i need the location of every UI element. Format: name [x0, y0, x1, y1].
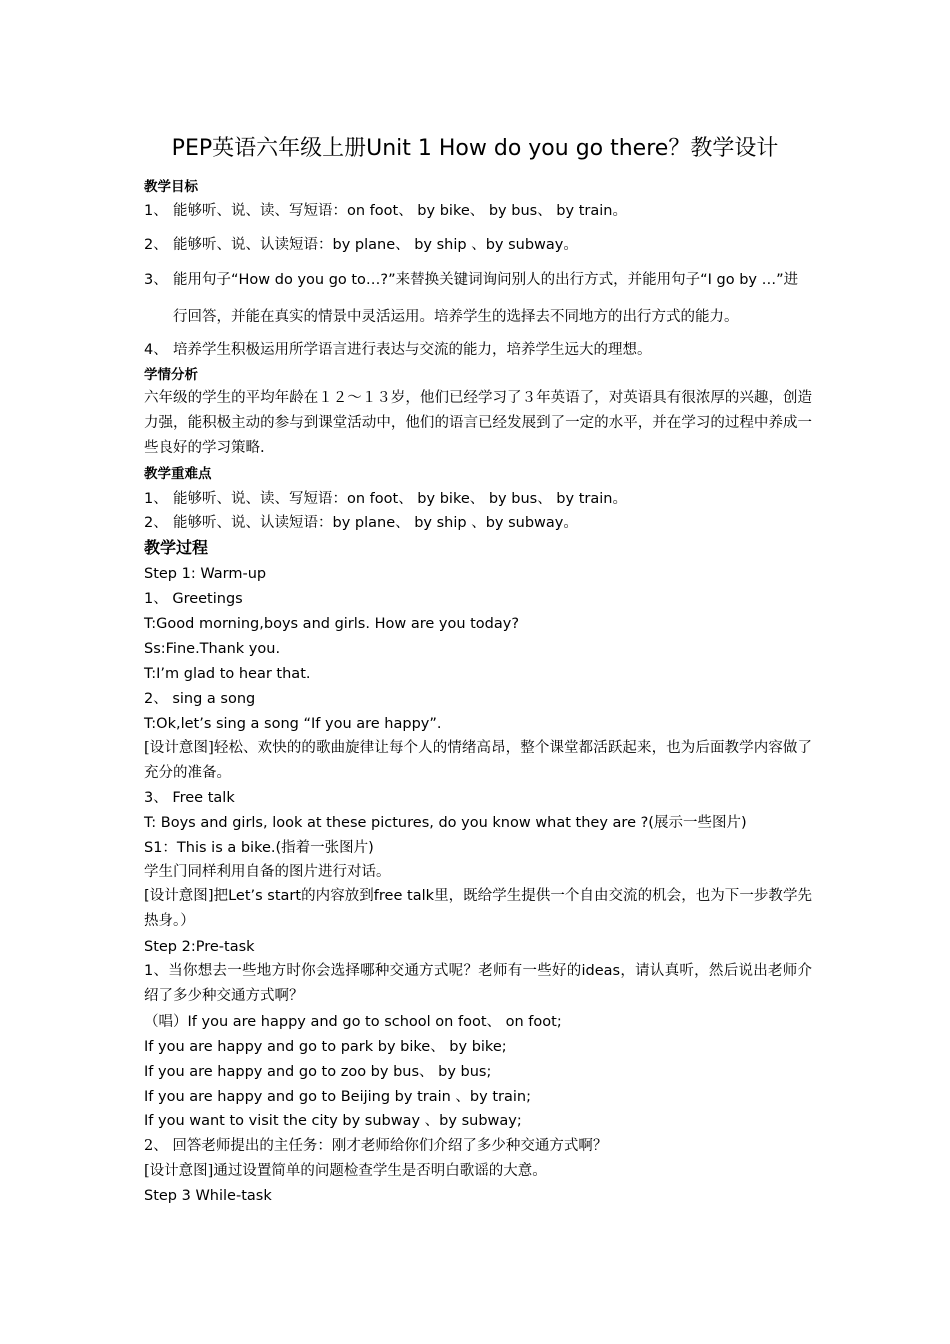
- document-title: PEP英语六年级上册Unit 1 How do you go there？教学设计: [171, 136, 779, 161]
- analysis-paragraph: 六年级的学生的平均年龄在１２～１３岁，他们已经学习了３年英语了，对英语具有很浓厚的兴趣，创造力强，能积极主动的参与到课堂活动中，他们的语言已经发展到了一定的水平，并在学习的过程中养成一些良好的学习策略.: [144, 390, 812, 456]
- goal-number: 4、: [144, 342, 168, 358]
- note-line: 学生门同样利用自备的图片进行对话。: [144, 864, 391, 880]
- section-heading-process: 教学过程: [144, 538, 209, 557]
- keypoint-item: [144, 489, 812, 509]
- step-line: 2、 回答老师提出的主任务：刚才老师给你们介绍了多少种交通方式啊？: [144, 1138, 608, 1154]
- dialogue-line: S1：This is a bike.(指着一张图片): [144, 840, 374, 856]
- dialogue-line: T:I’m glad to hear that.: [144, 666, 311, 682]
- goal-text: 能用句子“How do you go to…?”来替换关键词询问别人的出行方式，并能用句子“I go by …”进: [173, 272, 799, 288]
- song-line: If you are happy and go to Beijing by train 、by train;: [144, 1089, 531, 1105]
- song-line: If you want to visit the city by subway 、by subway;: [144, 1113, 522, 1129]
- section-heading-keypoints: 教学重难点: [144, 466, 212, 482]
- goal-text: 培养学生积极运用所学语言进行表达与交流的能力，培养学生远大的理想。: [173, 342, 652, 358]
- design-intent-note: [设计意图]轻松、欢快的的歌曲旋律让每个人的情绪高昂，整个课堂都活跃起来，也为后面教学内容做了充分的准备。: [144, 740, 812, 781]
- keypoint-text: 能够听、说、认读短语：by plane、 by ship 、by subway。: [173, 515, 578, 531]
- step-heading: Step 1: Warm-up: [144, 566, 267, 582]
- goal-text: 能够听、说、认读短语：by plane、 by ship 、by subway。: [173, 237, 578, 253]
- goal-number: 2、: [144, 237, 168, 253]
- song-line: If you are happy and go to park by bike、 by bike;: [144, 1039, 507, 1055]
- keypoint-number: 1、: [144, 491, 168, 507]
- design-intent-note: [设计意图]通过设置简单的问题检查学生是否明白歌谣的大意。: [144, 1163, 547, 1179]
- step-heading: Step 3 While-task: [144, 1188, 272, 1204]
- step-heading: Step 2:Pre-task: [144, 939, 255, 955]
- step-paragraph: 1、当你想去一些地方时你会选择哪种交通方式呢？老师有一些好的ideas，请认真听，然后说出老师介绍了多少种交通方式啊？: [144, 963, 812, 1004]
- goal-item: [144, 340, 812, 360]
- goal-item: [144, 235, 812, 255]
- design-intent-note: [设计意图]把Let’s start的内容放到free talk里，既给学生提供一个自由交流的机会，也为下一步教学先热身。）: [144, 888, 812, 929]
- dialogue-line: T:Good morning,boys and girls. How are you today?: [144, 616, 520, 632]
- song-line: （唱）If you are happy and go to school on foot、 on foot;: [144, 1014, 562, 1030]
- goal-item: [144, 270, 812, 290]
- goal-number: 3、: [144, 272, 168, 288]
- section-heading-goals: 教学目标: [144, 179, 198, 195]
- song-line: If you are happy and go to zoo by bus、 by bus;: [144, 1064, 492, 1080]
- goal-number: 1、: [144, 203, 168, 219]
- goal-item: [144, 201, 812, 221]
- section-heading-analysis: 学情分析: [144, 367, 198, 383]
- step-line: 3、 Free talk: [144, 790, 235, 806]
- step-line: 1、 Greetings: [144, 591, 243, 607]
- dialogue-line: Ss:Fine.Thank you.: [144, 641, 281, 657]
- step-line: 2、 sing a song: [144, 691, 256, 707]
- dialogue-line: T: Boys and girls, look at these pictures, do you know what they are ?(展示一些图片): [144, 815, 747, 831]
- dialogue-line: T:Ok,let’s sing a song “If you are happy”.: [144, 716, 442, 732]
- goal-text: 能够听、说、读、写短语：on foot、 by bike、 by bus、 by train。: [173, 203, 627, 219]
- keypoint-item: [144, 513, 812, 533]
- goal-text-continuation: 行回答，并能在真实的情景中灵活运用。培养学生的选择去不同地方的出行方式的能力。: [173, 309, 739, 325]
- keypoint-number: 2、: [144, 515, 168, 531]
- keypoint-text: 能够听、说、读、写短语：on foot、 by bike、 by bus、 by train。: [173, 491, 627, 507]
